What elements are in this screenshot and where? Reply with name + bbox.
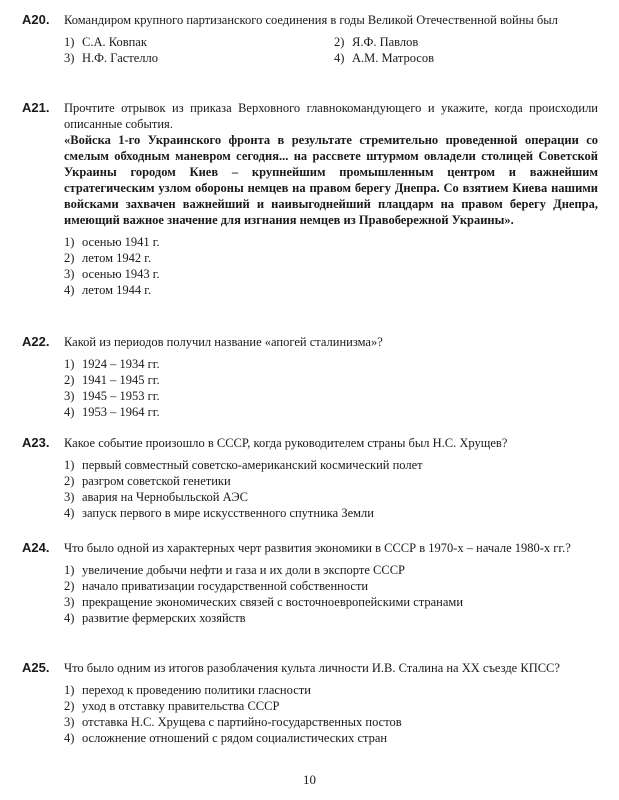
option-4: 4) А.М. Матросов bbox=[334, 51, 434, 65]
question-text: Какое событие произошло в СССР, когда руководителем страны был Н.С. Хрущев? bbox=[64, 436, 508, 450]
option-1: 1) осенью 1941 г. bbox=[64, 235, 160, 249]
option-3: 3) отставка Н.С. Хрущева с партийно-государственных постов bbox=[64, 715, 402, 729]
question-a25 bbox=[22, 660, 598, 746]
answer-options bbox=[64, 457, 598, 521]
question-number: A20. bbox=[22, 12, 50, 27]
question-number: A24. bbox=[22, 540, 50, 555]
question-a24 bbox=[22, 540, 598, 626]
option-4: 4) запуск первого в мире искусственного спутника Земли bbox=[64, 506, 374, 520]
answer-options bbox=[64, 34, 598, 66]
option-1: 1) С.А. Ковпак bbox=[64, 35, 147, 49]
option-3: 3) прекращение экономических связей с восточноевропейскими странами bbox=[64, 595, 464, 609]
option-2: 2) уход в отставку правительства СССР bbox=[64, 699, 280, 713]
option-3: 3) Н.Ф. Гастелло bbox=[64, 51, 159, 65]
question-number: A25. bbox=[22, 660, 50, 675]
question-a23 bbox=[22, 435, 598, 521]
option-2: 2) 1941 – 1945 гг. bbox=[64, 373, 160, 387]
answer-options bbox=[64, 682, 598, 746]
question-text: Прочтите отрывок из приказа Верховного главнокомандующего и укажите, когда происходили описанные события. bbox=[64, 101, 598, 131]
option-1: 1) 1924 – 1934 гг. bbox=[64, 357, 160, 371]
answer-options bbox=[64, 562, 598, 626]
question-text: Какой из периодов получил название «апогей сталинизма»? bbox=[64, 335, 383, 349]
question-number: A23. bbox=[22, 435, 50, 450]
question-number: A22. bbox=[22, 334, 50, 349]
option-2: 2) летом 1942 г. bbox=[64, 251, 152, 265]
option-3: 3) осенью 1943 г. bbox=[64, 267, 160, 281]
document-excerpt: «Войска 1-го Украинского фронта в результате стремительно проведенной операции со смелым обходным маневром сегодня... на рассвете штурмом овладели столицей Советской Украины городом Киев – крупнейшим промышленным центром и важнейшим стратегическим узлом обороны немцев на правом берегу Днепра. Со взятием Киева нашими войсками захвачен важнейший и наивыгоднейший плацдарм на правом берегу Днепра, имеющий важное значение для изгнания немцев из Правобережной Украины». bbox=[64, 133, 598, 227]
question-a20 bbox=[22, 12, 598, 66]
question-text: Что было одним из итогов разоблачения культа личности И.В. Сталина на XX съезде КПСС? bbox=[64, 661, 560, 675]
question-text: Командиром крупного партизанского соединения в годы Великой Отечественной войны был bbox=[64, 13, 558, 27]
option-1: 1) первый совместный советско-американский космический полет bbox=[64, 458, 423, 472]
option-2: 2) разгром советской генетики bbox=[64, 474, 231, 488]
option-4: 4) 1953 – 1964 гг. bbox=[64, 405, 160, 419]
option-4: 4) развитие фермерских хозяйств bbox=[64, 611, 246, 625]
option-4: 4) летом 1944 г. bbox=[64, 283, 152, 297]
option-4: 4) осложнение отношений с рядом социалистических стран bbox=[64, 731, 388, 745]
option-3: 3) 1945 – 1953 гг. bbox=[64, 389, 160, 403]
option-2: 2) Я.Ф. Павлов bbox=[334, 35, 419, 49]
page-number: 10 bbox=[303, 772, 316, 787]
answer-options bbox=[64, 234, 598, 298]
question-text: Что было одной из характерных черт развития экономики в СССР в 1970-х – начале 1980-х гг.? bbox=[64, 541, 571, 555]
question-a21 bbox=[22, 100, 598, 298]
option-2: 2) начало приватизации государственной собственности bbox=[64, 579, 369, 593]
question-a22 bbox=[22, 334, 598, 420]
answer-options bbox=[64, 356, 598, 420]
question-number: A21. bbox=[22, 100, 50, 115]
option-1: 1) переход к проведению политики гласности bbox=[64, 683, 311, 697]
option-3: 3) авария на Чернобыльской АЭС bbox=[64, 490, 248, 504]
option-1: 1) увеличение добычи нефти и газа и их доли в экспорте СССР bbox=[64, 563, 405, 577]
